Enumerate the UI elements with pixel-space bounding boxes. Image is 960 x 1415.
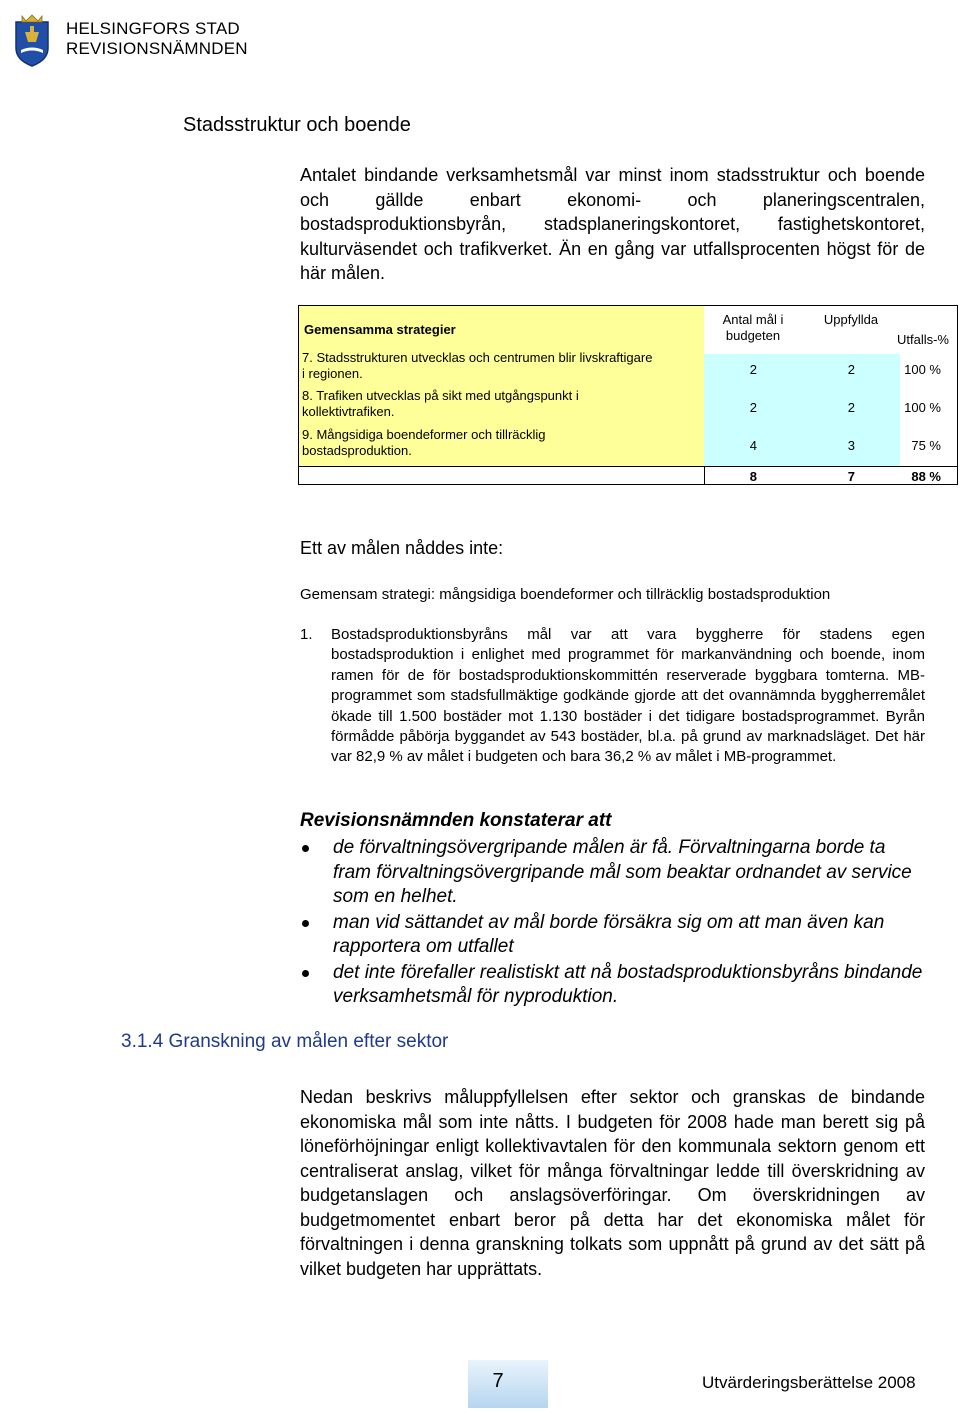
not-reached-heading: Ett av målen nåddes inte:	[300, 538, 504, 558]
row-label-line-2: bostadsproduktion.	[302, 443, 412, 458]
bullet-item	[300, 836, 925, 910]
closing-paragraph: Nedan beskrivs måluppfyllelsen efter sektor och granskas de bindande ekonomiska mål som inte nåtts. I budgeten för 2008 hade man berett sig på löneförhöjningar enligt kollektivavtalen för den kommunala sektorn genom ett centraliserat anslag, vilket för många förvaltningar ledde till överskridning av budgetanslagen och anslagsöverföringar. Om överskridningen av budgetmomentet enbart beror på detta har det ekonomiska målet för förvaltningen i denna granskning tolkats som uppnått på grund av det sätt på vilket budgeten har upprättats.	[300, 1087, 925, 1279]
bullet-icon	[302, 970, 309, 977]
bullet-icon	[302, 920, 309, 927]
intro-paragraph: Antalet bindande verksamhetsmål var minst inom stadsstruktur och boende och gällde enbart ekonomi- och planeringscentralen, bostadsproduktionsbyrån, stadsplaneringskontoret, fastighetskontoret, kulturväsendet och trafikverket. Än en gång var utfallsprocenten högst för de här målen.	[300, 165, 925, 283]
total-row-divider	[299, 466, 957, 467]
row-label-line-1: 9. Mångsidiga boendeformer och tillräcklig	[302, 427, 546, 442]
organization-name	[66, 19, 248, 59]
bullet-icon	[302, 845, 309, 852]
total-row-separator	[704, 466, 705, 485]
row-fulfilled: 3	[847, 438, 855, 453]
row-outcome: 100 %	[904, 400, 941, 415]
row-label-line-1: 8. Trafiken utvecklas på sikt med utgångspunkt i	[302, 388, 579, 403]
row-fulfilled: 2	[847, 400, 855, 415]
header-goals	[704, 312, 802, 344]
goal-item-number: 1.	[300, 626, 313, 643]
row-label-line-2: i regionen.	[302, 366, 363, 381]
bullet-text: det inte förefaller realistiskt att nå bostadsproduktionsbyråns bindande verksamhetsmål för nyproduktion.	[333, 961, 923, 1007]
header-strategy: Gemensamma strategier	[304, 322, 456, 337]
strategy-table	[298, 305, 958, 485]
revision-title: Revisionsnämnden konstaterar att	[300, 810, 612, 831]
goal-item-text: Bostadsproduktionsbyråns mål var att vara byggherre för stadens egen bostadsproduktion i enlighet med programmet för markanvändning och boende, inom ramen för de för bostadsproduktionskommittén reserverade byggbara tomterna. MB-programmet som stadsfullmäktige godkände gjorde att det ovannämnda byggherremålet ökade till 1.500 bostäder mot 1.130 bostäder i det tidigare bostadsprogrammet. Byrån förmådde påbörja byggandet av 543 bostäder, bl.a. på grund av marknadsläget. Det här var 82,9 % av målet i budgeten och bara 36,2 % av målet i MB-programmet.	[331, 626, 925, 766]
strategy-line: Gemensam strategi: mångsidiga boendeformer och tillräcklig bostadsproduktion	[300, 586, 831, 603]
row-outcome: 100 %	[904, 362, 941, 377]
header-goals-line-1: Antal mål i	[722, 312, 784, 327]
org-line-2: REVISIONSNÄMNDEN	[66, 39, 248, 58]
row-label-line-2: kollektivtrafiken.	[302, 404, 395, 419]
row-label-line-1: 7. Stadsstrukturen utvecklas och centrumen blir livskraftigare	[302, 350, 653, 365]
total-outcome: 88 %	[911, 469, 941, 484]
total-goals: 8	[749, 469, 757, 484]
city-crest-icon	[12, 12, 52, 68]
subsection-heading: 3.1.4 Granskning av målen efter sektor	[121, 1031, 449, 1052]
section-title: Stadsstruktur och boende	[183, 114, 411, 136]
row-fulfilled: 2	[847, 362, 855, 377]
bullet-item	[300, 911, 925, 960]
revision-bullet-list	[300, 836, 925, 1011]
total-fulfilled: 7	[847, 469, 855, 484]
header-outcome: Utfalls-%	[896, 332, 949, 347]
bullet-item	[300, 961, 925, 1010]
org-line-1: HELSINGFORS STAD	[66, 19, 240, 38]
page-number: 7	[492, 1370, 504, 1392]
table-row-label	[302, 388, 579, 420]
row-outcome: 75 %	[911, 438, 941, 453]
row-goals: 2	[749, 362, 757, 377]
footer-document-title: Utvärderingsberättelse 2008	[702, 1373, 916, 1392]
table-row-label	[302, 350, 652, 382]
goal-item	[300, 625, 925, 768]
row-goals: 2	[749, 400, 757, 415]
header-goals-line-2: budgeten	[725, 328, 781, 343]
bullet-text: de förvaltningsövergripande målen är få. Förvaltningarna borde ta fram förvaltningsövergripande mål som beaktar ordnandet av service som en helhet.	[333, 837, 912, 907]
bullet-text: man vid sättandet av mål borde försäkra sig om att man även kan rapportera om utfallet	[333, 911, 885, 957]
header-fulfilled: Uppfyllda	[823, 312, 879, 327]
table-row-label	[302, 427, 546, 459]
row-goals: 4	[749, 438, 757, 453]
